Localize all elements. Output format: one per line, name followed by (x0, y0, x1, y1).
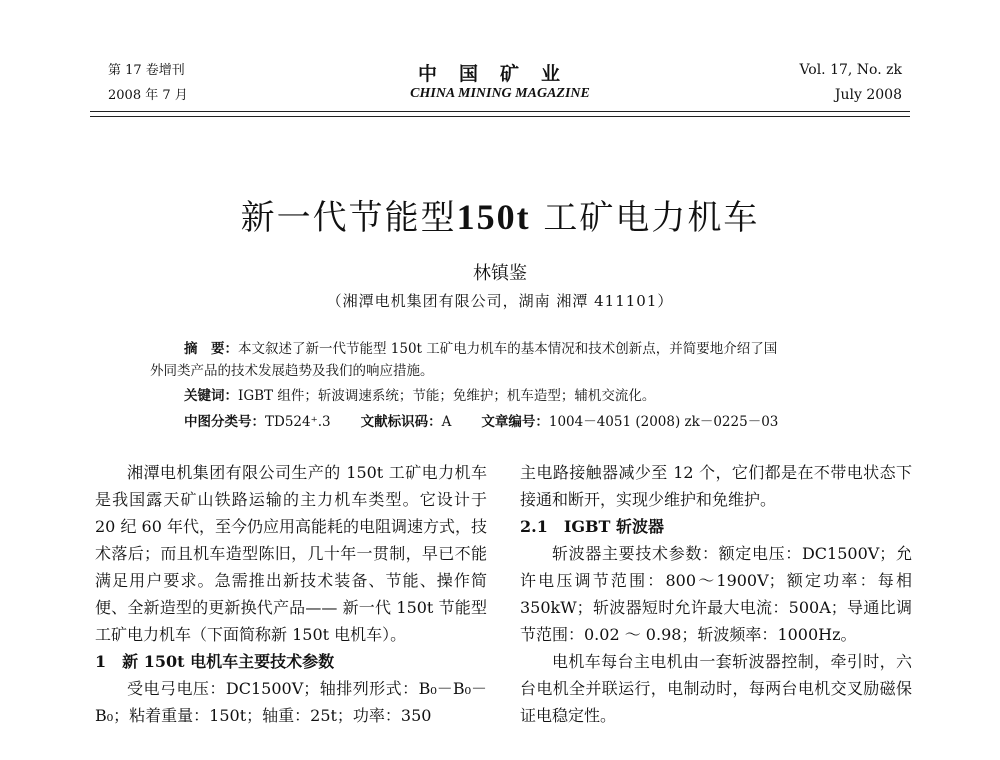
motor-line: 时，六台电机全并联运行，电制动时，每两台电机 (520, 652, 912, 698)
author-affiliation: （湘潭电机集团有限公司，湖南 湘潭 411101） (326, 292, 674, 310)
section-2-1-heading: 2.1 IGBT 斩波器 (520, 517, 664, 536)
header-rule-top (90, 111, 910, 112)
publication-date: 2008 年 7 月 (108, 88, 188, 103)
keywords-label: 关键词： (184, 388, 238, 404)
body-column-right (520, 459, 912, 729)
abstract-text-1: 本文叙述了新一代节能型 150t 工矿电力机车的基本情况和技术创新点，并简要地介绍了国 (238, 341, 778, 357)
motor-line: 交叉励磁保证电稳定性。 (520, 679, 912, 725)
intro-line: 机车是我国露天矿山铁路运输的主力机车类型。它 (95, 463, 487, 509)
intro-line: 贯制，早已不能满足用户要求。急需推出新技术装 (95, 544, 487, 590)
continued-line: 主电路接触器减少至 12 个，它们都是在不带电状 (520, 463, 880, 482)
abstract-text-2: 外同类产品的技术发展趋势及我们的响应措施。 (150, 363, 434, 379)
keywords-text: IGBT 组件；斩波调速系统；节能；免维护；机车造型；辅机交流化。 (238, 388, 656, 404)
chopper-line: 相 350kW；斩波器短时允许最大电流：500A；导 (520, 571, 912, 617)
chopper-line: 1000Hz。 (777, 625, 857, 644)
article-no-value: 1004－4051 (2008) zk－0225－03 (548, 414, 779, 430)
section-1-line: 受电弓电压：DC1500V；轴排列形式：B₀－ (127, 679, 453, 698)
journal-title-en: CHINA MINING MAGAZINE (410, 86, 590, 101)
motor-line: 电机车每台主电机由一套斩波器控制，牵引 (552, 652, 864, 671)
classification-line (184, 413, 778, 431)
title-prefix: 新一代节能型 (240, 198, 457, 238)
volume-issue: 第 17 卷增刊 (108, 63, 185, 78)
chopper-params-paragraph (520, 540, 912, 648)
volume-issue-en: Vol. 17, No. zk (799, 62, 902, 78)
body-column-left (95, 459, 487, 729)
motor-control-paragraph (520, 648, 912, 729)
chopper-line: 斩波器主要技术参数：额定电压：DC1500V； (552, 544, 896, 563)
publication-date-en: July 2008 (834, 87, 902, 103)
article-title (0, 190, 1000, 239)
chopper-line: 允许电压调节范围：800～1900V；额定功率：每 (520, 544, 912, 590)
section-1-line: B₀－B₀；粘着重量：150t；轴重：25t；功率：350 (95, 679, 487, 725)
intro-line: 新 150t 电机车）。 (271, 625, 407, 644)
article-no-label: 文章编号： (481, 414, 549, 430)
section-1-heading: 1 新 150t 电机车主要技术参数 (95, 652, 335, 671)
abstract-line-1 (184, 340, 777, 358)
intro-line: 速方式，技术落后；而且机车造型陈旧，几十年一 (95, 517, 487, 563)
intro-line: 设计于 20 纪 60 年代，至今仍应用高能耗的电阻调 (95, 490, 487, 536)
clc-value: TD524⁺.3 (265, 414, 331, 430)
continued-paragraph (520, 459, 912, 513)
intro-line: 备、节能、操作简便、全新造型的更新换代产品 (95, 571, 487, 617)
author-name: 林镇鉴 (473, 263, 527, 284)
abstract-label: 摘 要： (184, 341, 238, 357)
doc-code-label: 文献标识码： (360, 414, 442, 430)
keywords-line (184, 387, 655, 405)
continued-line: 态下接通和断开，实现少维护和免维护。 (520, 463, 912, 509)
intro-line: —— 新一代 150t 节能型工矿电力机车（下面简称 (95, 598, 487, 644)
header-rule-bottom (90, 116, 910, 117)
chopper-line: 通比调节范围：0.02 ～ 0.98；斩波频率： (520, 598, 912, 644)
intro-paragraph (95, 459, 487, 648)
title-suffix: 工矿电力机车 (543, 198, 760, 238)
clc-label: 中图分类号： (184, 414, 265, 430)
journal-title-cn: 中国矿业 (417, 63, 582, 85)
section-1-paragraph (95, 675, 487, 729)
doc-code-value: A (441, 414, 452, 430)
intro-line: 湘潭电机集团有限公司生产的 150t 工矿电力 (127, 463, 455, 482)
title-number: 150t (456, 197, 531, 237)
